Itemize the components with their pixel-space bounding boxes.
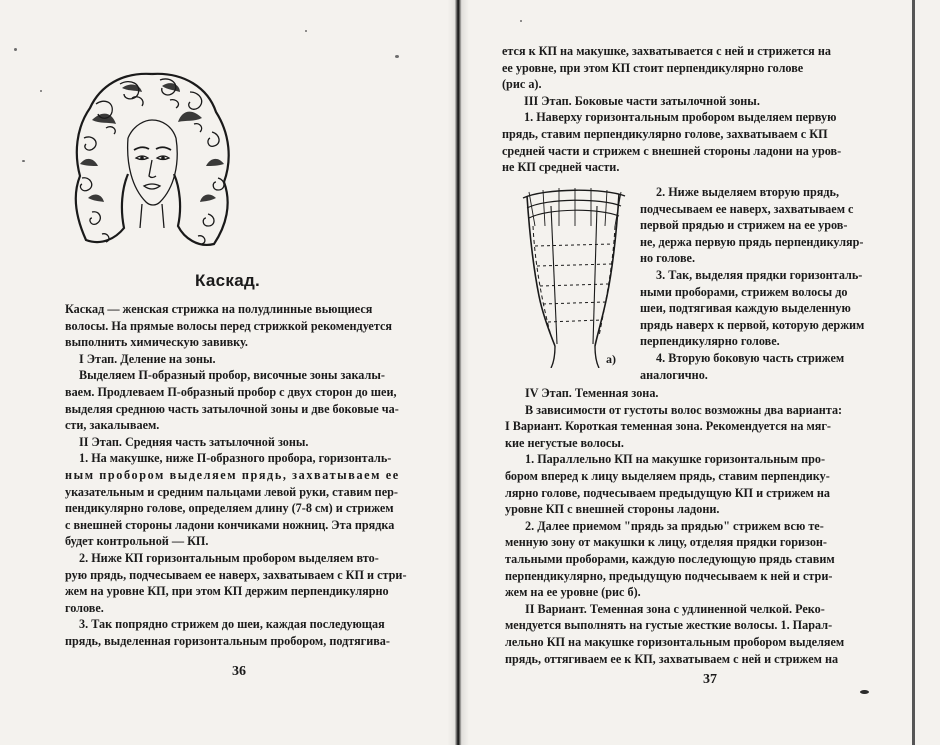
text-line: не КП средней части.: [502, 160, 620, 175]
book-gutter: [447, 0, 469, 745]
text-line: В зависимости от густоты волос возможны два варианта:: [525, 402, 843, 417]
scan-speck: [860, 690, 869, 694]
text-line: 1. Параллельно КП на макушке горизонтальным про-: [525, 452, 826, 467]
text-line: 3. Так попрядно стрижем до шеи, каждая последующая: [79, 617, 385, 632]
right-top-text: [502, 43, 902, 176]
text-line: I Вариант. Короткая теменная зона. Рекомендуется на мяг-: [505, 419, 831, 434]
text-line: волосы. На прямые волосы перед стрижкой рекомендуется: [65, 318, 392, 333]
text-line: 2. Далее приемом "прядь за прядью" стрижем всю те-: [525, 518, 824, 533]
text-line: 4. Вторую боковую часть стрижем: [656, 350, 845, 365]
text-line: лярно голове, подчесываем предыдущую КП и стрижем на: [505, 485, 831, 500]
text-line: голове.: [65, 600, 104, 615]
text-line: сти, закалываем.: [65, 418, 160, 433]
text-line: тальными проборами, каждую последующую прядь ставим: [505, 551, 835, 566]
text-line: прядь, оттягиваем ее к КП, захватываем с ней и стрижем на: [505, 651, 839, 666]
text-line: 1. Наверху горизонтальным пробором выделяем первую: [524, 110, 837, 125]
text-line: прядь, ставим перпендикулярно голове, захватываем с КП: [502, 126, 828, 141]
text-line: уровне КП с внешней стороны ладони.: [505, 502, 720, 517]
diagram-label: а): [606, 352, 616, 366]
text-line: (рис а).: [502, 77, 542, 92]
text-line: указательным и средним пальцами левой руки, ставим пер-: [65, 484, 398, 499]
text-line: жем на ее уровне (рис б).: [505, 585, 641, 600]
right-main-text: [505, 385, 903, 667]
text-line: Выделяем П-образный пробор, височные зоны закалы-: [79, 368, 385, 383]
text-line: Каскад — женская стрижка на полудлинные вьющиеся: [65, 302, 373, 316]
text-line: менную зону от макушки к лицу, отделяя прядки горизон-: [505, 535, 827, 550]
text-line: ется к КП на макушке, захватывается с ней и стрижется на: [502, 44, 831, 58]
right-side-text: [640, 184, 902, 383]
text-line: средней части и стрижем с внешней стороны ладони на уров-: [502, 143, 842, 158]
section-heading: III Этап. Боковые части затылочной зоны.: [524, 93, 760, 108]
text-line: подчесываем ее наверх, захватываем с: [640, 201, 854, 216]
text-line: ными проборами, стрижем волосы до: [640, 284, 848, 299]
section-heading: I Этап. Деление на зоны.: [79, 351, 216, 366]
text-line: ваем. Продлеваем П-образный пробор с двух сторон до шеи,: [65, 384, 397, 399]
text-line: перпендикулярно, предыдущую подчесываем к ней и стри-: [505, 568, 833, 583]
text-line: выполнить химическую завивку.: [65, 335, 248, 350]
text-line: пендикулярно голове, определяем длину (7-8 см) и стрижем: [65, 501, 394, 516]
text-line: с внешней стороны ладони кончиками ножниц. Эта прядка: [65, 517, 395, 532]
text-line: 1. На макушке, ниже П-образного пробора, горизонталь-: [79, 451, 392, 466]
text-line: перпендикулярно голове.: [640, 334, 780, 349]
page-edge: [912, 0, 915, 745]
text-line: первой прядью и стрижем на ее уров-: [640, 218, 848, 233]
text-line: выделяя среднюю часть затылочной зоны и две боковые ча-: [65, 401, 399, 416]
text-line: ее уровне, при этом КП стоит перпендикулярно голове: [502, 60, 804, 75]
left-page: [0, 0, 462, 745]
text-line: прядь, выделенная горизонтальным пробором, подтягива-: [65, 633, 390, 648]
scan-speck: [520, 20, 522, 22]
text-line: прядь наверх к первой, которую держим: [640, 317, 865, 332]
text-line: жем на уровне КП, при этом КП держим перпендикулярно: [65, 584, 389, 599]
haircut-diagram: [515, 186, 640, 368]
page-number-right: 37: [703, 672, 717, 687]
text-line: но голове.: [640, 251, 695, 266]
text-line: бором вперед к лицу выделяем прядь, ставим перпендику-: [505, 468, 830, 483]
text-line: аналогично.: [640, 367, 708, 382]
text-line: 3. Так, выделяя прядки горизонталь-: [656, 267, 863, 282]
text-line: шеи, подтягивая каждую выделенную: [640, 301, 851, 316]
text-line: 2. Ниже выделяем вторую прядь,: [656, 185, 840, 199]
text-line: ным пробором выделяем прядь, захватываем ее: [65, 467, 400, 482]
page-number-left: 36: [232, 664, 246, 679]
text-line: будет контрольной — КП.: [65, 534, 209, 549]
left-body-text: [65, 301, 437, 649]
section-heading: II Вариант. Теменная зона с удлиненной челкой. Реко-: [525, 601, 825, 616]
text-line: кие негустые волосы.: [505, 435, 624, 450]
page-title: Каскад.: [195, 271, 261, 290]
text-line: не, держа первую прядь перпендикуляр-: [640, 234, 864, 249]
section-heading: II Этап. Средняя часть затылочной зоны.: [79, 434, 309, 449]
text-line: рую прядь, подчесываем ее наверх, захватываем с КП и стри-: [65, 567, 407, 582]
woman-portrait-illustration: [62, 68, 242, 250]
section-heading: IV Этап. Теменная зона.: [525, 386, 659, 400]
text-line: мендуется выполнять на густые жесткие волосы. 1. Парал-: [505, 618, 833, 633]
text-line: лельно КП на макушке горизонтальным пробором выделяем: [505, 634, 845, 649]
text-line: 2. Ниже КП горизонтальным пробором выделяем вто-: [79, 550, 379, 565]
